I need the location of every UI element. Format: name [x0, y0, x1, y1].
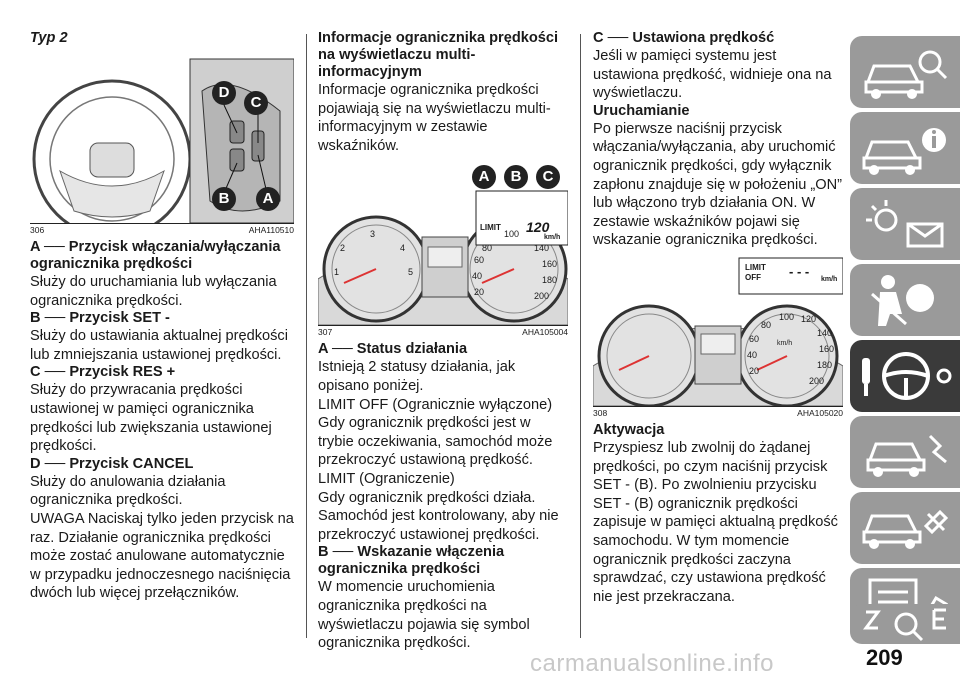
section-title-info: Informacje ogranicznika prędkości na wyświetlaczu multi-informacyjnym: [318, 30, 559, 80]
tick-left-5: 5: [408, 267, 414, 278]
page-number: 209: [866, 645, 903, 670]
section-title-start: Uruchamianie: [593, 102, 690, 119]
section-text-c: Służy do przywracania prędkości ustawionej w pamięci ogranicznika prędkości lub zwiększania ustawionej prędkości.: [30, 382, 272, 455]
column-3: [593, 30, 843, 606]
tick-right-100: 100: [504, 229, 520, 240]
figure-code: AHA105020: [797, 407, 843, 418]
tab-index-abc[interactable]: [850, 604, 960, 644]
tick-40: 40: [747, 349, 758, 360]
callout-b: B: [212, 187, 236, 211]
tick-left-4: 4: [400, 243, 406, 254]
tab-steering-key[interactable]: [850, 340, 960, 412]
column-divider-2: [580, 34, 581, 638]
callout-c: C: [244, 91, 268, 115]
display-set-speed: 120: [526, 219, 550, 236]
car-i-icon: [850, 112, 960, 184]
display-off-label: OFF: [745, 272, 761, 282]
status-limit-off: LIMIT OFF (Ogranicznie wyłączone): [318, 396, 553, 413]
section-text-info: Informacje ogranicznika prędkości pojawiają się na wyświetlaczu multi-informacyjnym w zestawie wskaźników.: [318, 82, 551, 154]
tab-car-i[interactable]: [850, 112, 960, 184]
tick-60: 60: [749, 333, 760, 344]
column-divider-1: [306, 34, 307, 638]
figure-code: AHA105004: [522, 327, 568, 338]
tick-right-20: 20: [474, 287, 485, 298]
figure-code: AHA110510: [248, 225, 294, 235]
tick-right-140: 140: [534, 243, 550, 254]
figure-caption: [30, 225, 294, 236]
section-title-status: A ── Status działania: [318, 341, 468, 358]
display-limit-label: LIMIT: [745, 262, 766, 272]
column-header: Typ 2: [30, 30, 68, 46]
tick-20: 20: [749, 365, 760, 376]
section-text-status: Istnieją 2 statusy działania, jak opisano poniżej.: [318, 359, 516, 394]
status-limit-desc: Gdy ogranicznik prędkości działa. Samochód jest kontrolowany, aby nie przekroczyć ustawionej prędkości.: [318, 489, 559, 543]
tab-warning-lights[interactable]: [850, 188, 960, 260]
tick-180: 180: [817, 359, 833, 370]
section-text-start: Po pierwsze naciśnij przycisk włączania/wyłączania, aby uruchomić ogranicznik prędkości, gdy wyłącznik zapłonu znajduje się w położeniu „ON” lub włączono tryb działania ON. W zestawie wskaźników pojawi się wskazanie ogranicznika prędkości.: [593, 120, 843, 249]
column-1: [30, 30, 294, 603]
tick-right-60: 60: [474, 255, 485, 266]
status-limit: LIMIT (Ograniczenie): [318, 470, 455, 487]
figure-number: 306: [30, 225, 45, 235]
watermark: carmanualsonline.info: [530, 650, 774, 677]
tick-left-2: 2: [340, 243, 346, 254]
tick-left-1: 1: [334, 267, 340, 278]
section-text-set-speed: Jeśli w pamięci systemu jest ustawiona prędkość, widnieje ona na wyświetlaczu.: [593, 48, 832, 102]
figure-307-cluster: [318, 159, 568, 326]
section-title-b: B ── Przycisk SET -: [30, 310, 170, 327]
figure-number: 308: [593, 407, 608, 418]
callout-a: A: [472, 165, 496, 189]
car-service-icon: [850, 492, 960, 564]
section-title-d: D ── Przycisk CANCEL: [30, 455, 194, 472]
tick-120: 120: [801, 313, 817, 324]
display-unit: km/h: [821, 275, 838, 283]
index-abc-icon: [850, 604, 960, 644]
callout-b: B: [504, 165, 528, 189]
tick-right-200: 200: [534, 291, 550, 302]
section-title-c: C ── Przycisk RES +: [30, 364, 176, 381]
display-limit-label: LIMIT: [480, 223, 501, 233]
tab-airbag[interactable]: [850, 264, 960, 336]
section-text-d: Służy do anulowania działania ogranicznika prędkości.: [30, 473, 226, 509]
section-title-a: A ── Przycisk włączania/wyłączania ogranicznika prędkości: [30, 239, 281, 272]
section-text-a: Służy do uruchamiania lub wyłączania ogranicznika prędkości.: [30, 274, 277, 309]
section-text-b: Służy do ustawiania aktualnej prędkości lub zmniejszania ustawionej prędkości.: [30, 328, 288, 363]
tick-200: 200: [809, 375, 825, 386]
callout-c: C: [536, 165, 560, 189]
display-dashes: - - -: [789, 263, 810, 279]
callout-d: D: [212, 81, 236, 105]
tick-right-40: 40: [472, 271, 483, 282]
tick-80: 80: [761, 319, 772, 330]
callout-a: A: [256, 187, 280, 211]
car-crash-icon: [850, 416, 960, 488]
steering-key-icon: [850, 340, 960, 412]
figure-308-cluster: [593, 254, 843, 407]
tick-left-3: 3: [370, 229, 376, 240]
tick-140: 140: [817, 327, 833, 338]
figure-caption: [593, 408, 843, 419]
car-info-icon: [850, 36, 960, 108]
figure-306-steering-wheel: [30, 51, 294, 224]
display-unit: km/h: [544, 234, 561, 242]
tick-right-180: 180: [542, 275, 558, 286]
section-text-indicator: W momencie uruchomienia ogranicznika prędkości na wyświetlaczu pojawia się symbol ogranicznika prędkości.: [318, 579, 530, 652]
tick-right-160: 160: [542, 259, 558, 270]
figure-caption: [318, 327, 568, 338]
warning-lights-icon: [850, 188, 960, 260]
airbag-icon: [850, 264, 960, 336]
column-2: [318, 30, 568, 653]
tick-right-80: 80: [482, 243, 493, 254]
tick-100: 100: [779, 311, 795, 322]
section-title-set-speed: C ── Ustawiona prędkość: [593, 30, 775, 46]
section-title-activation: Aktywacja: [593, 421, 665, 438]
tab-car-service[interactable]: [850, 492, 960, 564]
section-text-activation: Przyspiesz lub zwolnij do żądanej prędkości, po czym naciśnij przycisk SET - (B). Po zwolnieniu przycisku SET - (B) ogranicznik prędkości zapisuje w pamięci aktualną prędkość samochodu. W tym momencie ogranicznik prędkości zaczyna sprawdzać, czy ustawiona prędkość nie jest przekraczana.: [593, 439, 838, 605]
tab-car-info[interactable]: [850, 36, 960, 108]
figure-number: 307: [318, 327, 333, 338]
status-limit-off-desc: Gdy ogranicznik prędkości jest w trybie oczekiwania, samochód może przekroczyć ustawioną prędkość.: [318, 415, 553, 469]
tick-160: 160: [819, 343, 835, 354]
section-title-indicator: B ── Wskazanie włączenia ogranicznika prędkości: [318, 544, 505, 578]
tick-unit: km/h: [777, 339, 793, 347]
tab-car-crash[interactable]: [850, 416, 960, 488]
note-text: UWAGA Naciskaj tylko jeden przycisk na raz. Działanie ogranicznika prędkości może zostać anulowane automatycznie w przypadku jednoczesnego naciśnięcia dwóch lub więcej przełączników.: [30, 510, 294, 602]
